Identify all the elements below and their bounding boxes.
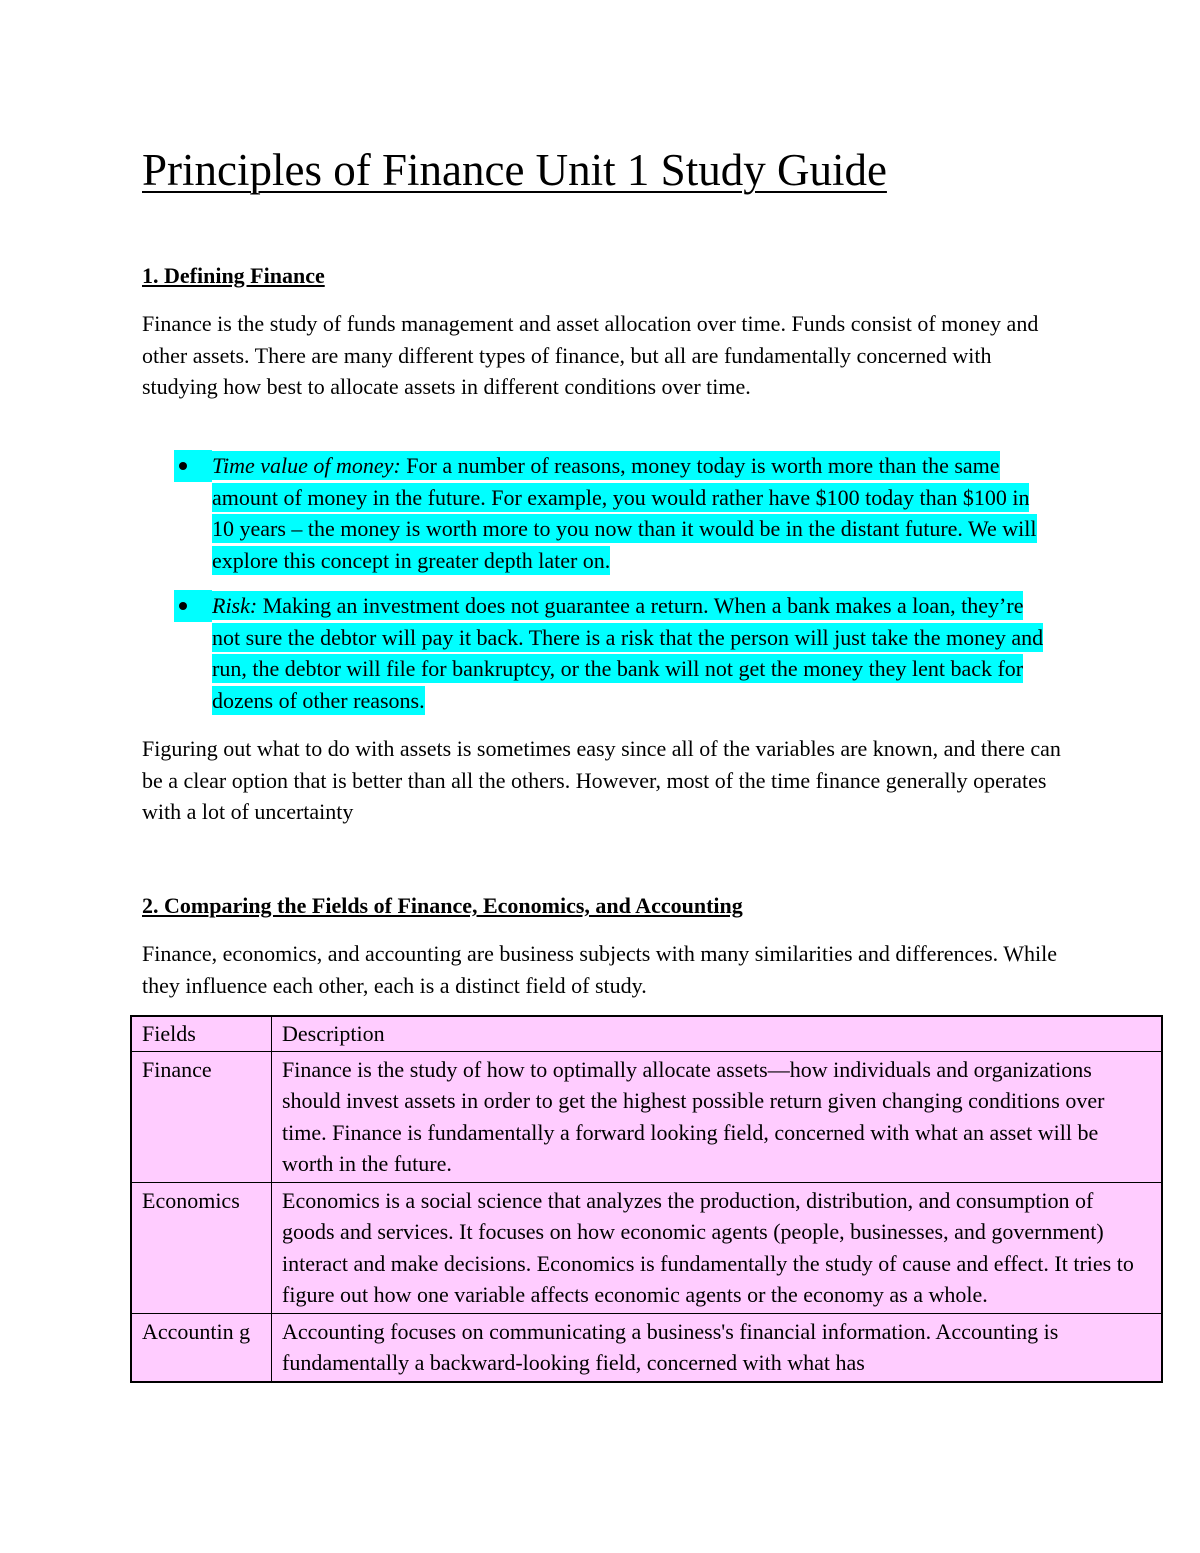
page-title: Principles of Finance Unit 1 Study Guide [142, 145, 887, 195]
finance-concepts-list [170, 450, 1050, 716]
highlighted-text [212, 591, 1043, 715]
section2-intro-paragraph: Finance, economics, and accounting are business subjects with many similarities and differences. While they influence each other, each is a distinct field of study. [142, 941, 1057, 998]
section1-intro-paragraph: Finance is the study of funds management and asset allocation over time. Funds consist of money and other assets. There are many different types of finance, but all are fundamentally concerned with studying how best to allocate assets in different conditions over time. [142, 311, 1039, 399]
section-heading-defining-finance: 1. Defining Finance [142, 263, 325, 288]
table-row [131, 1182, 1162, 1313]
column-header-description: Description [272, 1016, 1163, 1051]
table-header-row [131, 1016, 1162, 1051]
field-name-cell: Accountin g [131, 1313, 272, 1382]
fields-comparison-table [130, 1015, 1163, 1383]
column-header-fields: Fields [131, 1016, 272, 1051]
section1-closing-paragraph: Figuring out what to do with assets is sometimes easy since all of the variables are known, and there can be a clear option that is better than all the others. However, most of the time finance generally operates with a lot of uncertainty [142, 736, 1061, 824]
highlighted-text [212, 451, 1037, 575]
bullet-icon [174, 590, 212, 622]
term-description: Making an investment does not guarantee a return. When a bank makes a loan, they’re not sure the debtor will pay it back. There is a risk that the person will just take the money and run, the debtor will file for bankruptcy, or the bank will not get the money they lent back for dozens of other reasons. [212, 593, 1044, 713]
list-item-risk [170, 590, 1050, 716]
table-row [131, 1313, 1162, 1382]
field-description-cell: Accounting focuses on communicating a business's financial information. Accounting is fundamentally a backward-looking field, concerned with what has [272, 1313, 1163, 1382]
field-name-cell: Finance [131, 1051, 272, 1182]
term-description: For a number of reasons, money today is worth more than the same amount of money in the future. For example, you would rather have $100 today than $100 in 10 years – the money is worth more to you now than it would be in the distant future. We will explore this concept in greater depth later on. [212, 453, 1037, 573]
term-label: Risk: [212, 593, 258, 618]
list-item-time-value [170, 450, 1050, 576]
bullet-icon [174, 450, 212, 482]
term-label: Time value of money: [212, 453, 401, 478]
table-row [131, 1051, 1162, 1182]
section-heading-comparing-fields: 2. Comparing the Fields of Finance, Economics, and Accounting [142, 893, 743, 918]
field-description-cell: Economics is a social science that analyzes the production, distribution, and consumption of goods and services. It focuses on how economic agents (people, businesses, and government) interact and make decisions. Economics is fundamentally the study of cause and effect. It tries to figure out how one variable affects economic agents or the economy as a whole. [272, 1182, 1163, 1313]
field-name-cell: Economics [131, 1182, 272, 1313]
field-description-cell: Finance is the study of how to optimally allocate assets—how individuals and organizations should invest assets in order to get the highest possible return given changing conditions over time. Finance is fundamentally a forward looking field, concerned with what an asset will be worth in the future. [272, 1051, 1163, 1182]
